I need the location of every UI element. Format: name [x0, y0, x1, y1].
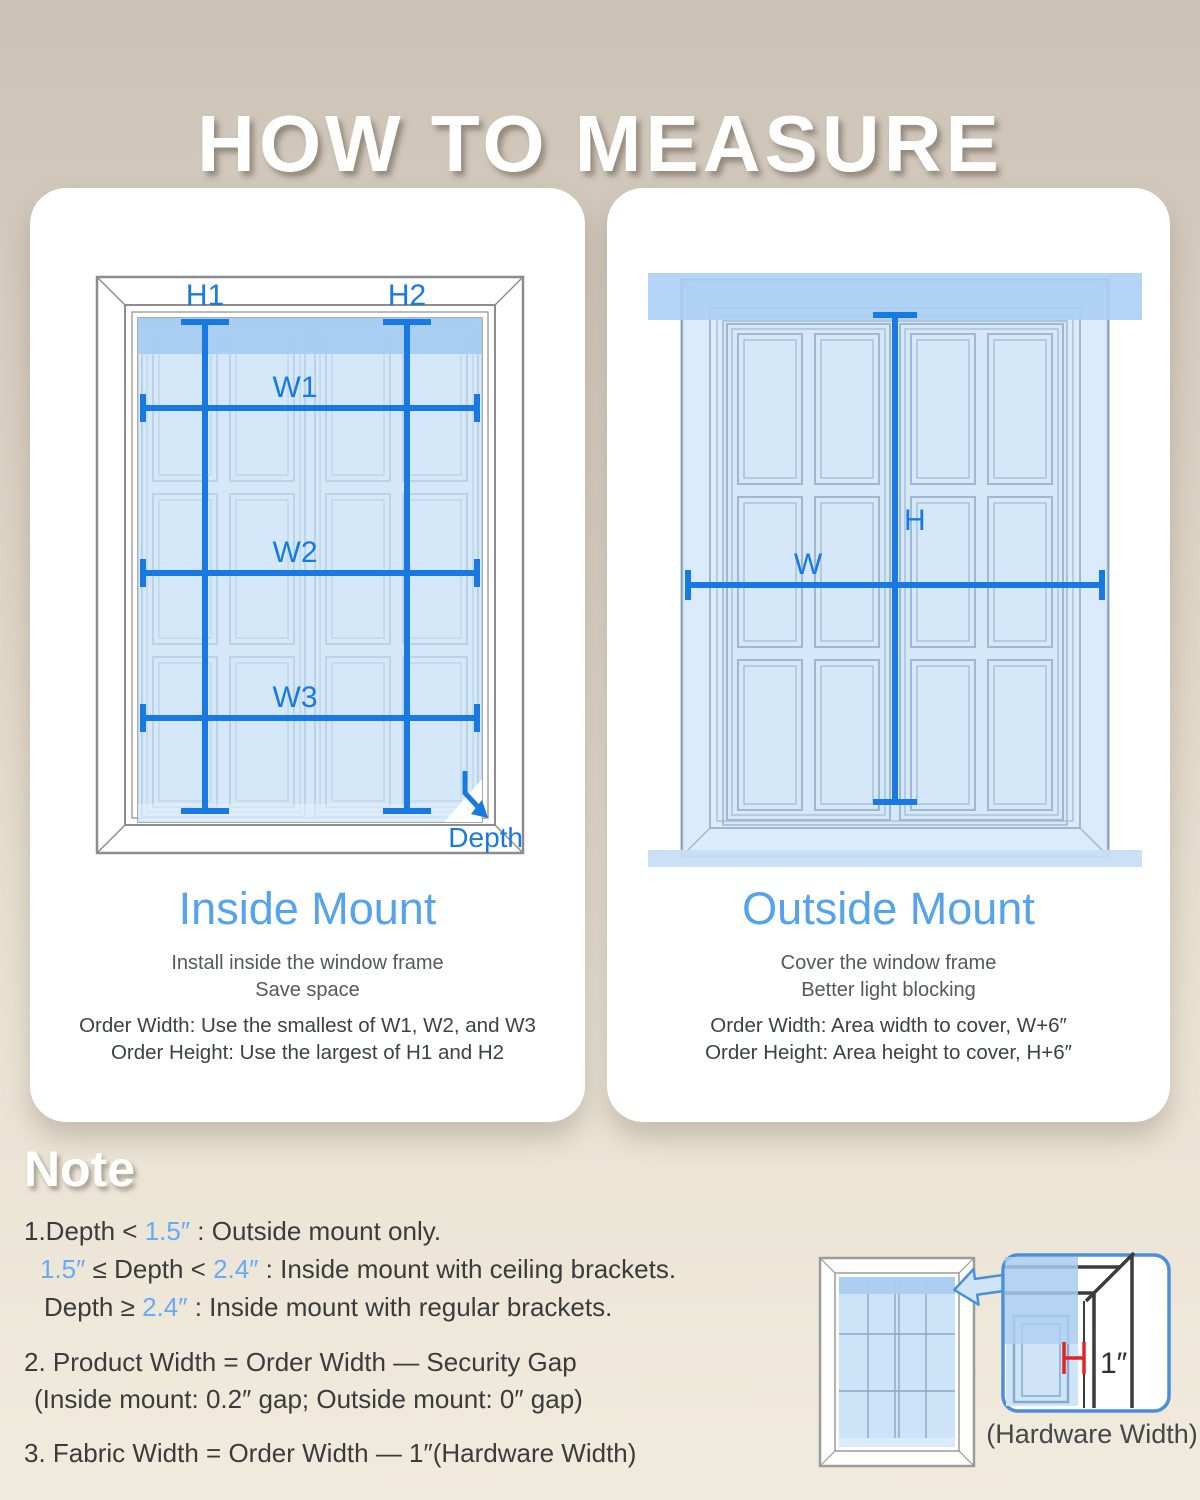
label-h1: H1 [185, 279, 225, 312]
note-text: : Outside mount only. [190, 1216, 442, 1246]
mini-shade-band [839, 1277, 955, 1294]
note-line-depth-1 [24, 1216, 441, 1247]
note-text: 1.Depth < [24, 1216, 145, 1246]
outside-order-width: Order Width: Area width to cover, W+6″ [710, 1014, 1067, 1037]
outside-mount-window-diagram [645, 272, 1145, 872]
inside-mount-card [30, 188, 585, 1122]
inside-desc-line2: Save space [255, 979, 360, 1001]
note-line-depth-2 [40, 1254, 676, 1285]
note-text: : Inside mount with ceiling brackets. [258, 1254, 677, 1284]
page-title: HOW TO MEASURE [197, 98, 1003, 188]
note-text: Depth ≥ [44, 1292, 143, 1322]
outside-mount-card [607, 188, 1170, 1122]
inside-order-width: Order Width: Use the smallest of W1, W2, and W3 [79, 1014, 536, 1037]
inside-mount-description [30, 950, 585, 1004]
outside-order-height: Order Height: Area height to cover, H+6″ [705, 1041, 1072, 1064]
note-line-depth-3 [44, 1292, 612, 1323]
note-line-product-width: 2. Product Width = Order Width — Security Gap [24, 1347, 577, 1377]
label-w2: W2 [272, 536, 318, 569]
note-line-security-gap: (Inside mount: 0.2″ gap; Outside mount: 0″ gap) [34, 1384, 583, 1414]
label-w1: W1 [272, 371, 318, 404]
label-w3: W3 [272, 681, 318, 714]
label-h2: H2 [387, 279, 427, 312]
hardware-width-value: 1″ [1100, 1347, 1128, 1380]
mini-glass [839, 1277, 955, 1447]
inside-mount-window-diagram [95, 275, 525, 855]
hardware-width-caption: (Hardware Width) [986, 1419, 1198, 1449]
outside-desc-line1: Cover the window frame [780, 952, 997, 974]
detail-shade-fill [1005, 1257, 1078, 1344]
note-line-fabric-width: 3. Fabric Width = Order Width — 1″(Hardware Width) [24, 1438, 637, 1468]
inside-mount-order-rules [30, 1012, 585, 1066]
note-heading: Note [24, 1141, 136, 1197]
outside-mount-heading: Outside Mount [742, 883, 1035, 934]
mini-bottom-strip [839, 1438, 955, 1447]
note-value: 1.5″ [144, 1216, 191, 1246]
hardware-width-detail-panel [1000, 1252, 1172, 1414]
label-h: H [904, 504, 926, 537]
label-w: W [793, 548, 823, 581]
inside-order-height: Order Height: Use the largest of H1 and H2 [110, 1041, 505, 1064]
inside-desc-line1: Install inside the window frame [171, 952, 444, 974]
outside-mount-order-rules [607, 1012, 1170, 1066]
note-text: : Inside mount with regular brackets. [187, 1292, 613, 1322]
outside-desc-line2: Better light blocking [801, 979, 976, 1001]
note-value: 2.4″ [213, 1254, 259, 1284]
note-text: ≤ Depth < [85, 1254, 214, 1284]
note-value: 1.5″ [40, 1254, 86, 1284]
inside-mount-heading: Inside Mount [178, 883, 437, 934]
note-value: 2.4″ [142, 1292, 188, 1322]
outside-mount-description [607, 950, 1170, 1004]
label-depth: Depth [448, 822, 523, 853]
